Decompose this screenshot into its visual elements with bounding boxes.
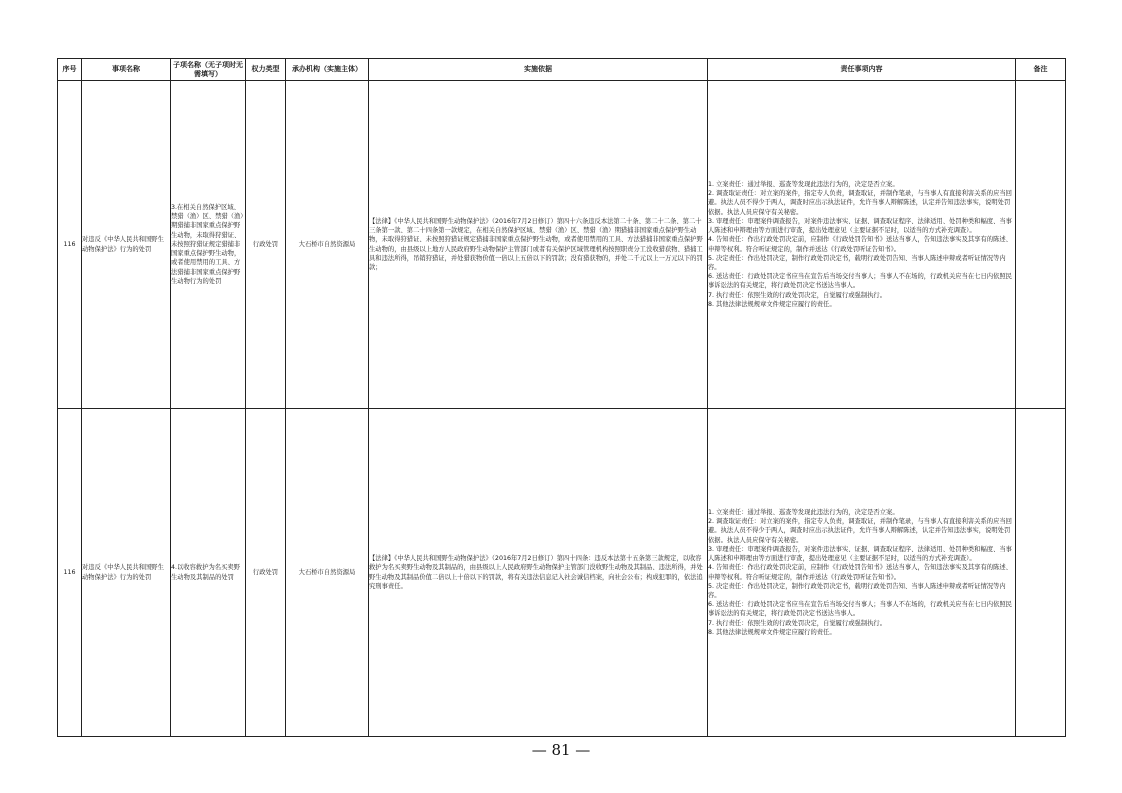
row-responsibilities [708, 81, 1016, 409]
row-item-name: 对违反《中华人民共和国野生动物保护法》行为的处罚 [82, 409, 171, 737]
responsibility-item: 4. 告知责任：作出行政处罚决定前，应制作《行政处罚告知书》送达当事人，告知违法事实及其享有的陈述、申辩等权利。符合听证规定的，制作并送达《行政处罚听证告知书》。 [708, 236, 1012, 253]
header-agency: 承办机构（实施主体） [286, 59, 369, 81]
row-number: 116 [58, 81, 82, 409]
row-number: 116 [58, 409, 82, 737]
row-sub-item: 4.以收容救护为名买卖野生动物及其制品的处罚 [171, 409, 246, 737]
header-sub-item: 子项名称（无子项时无需填写） [171, 59, 246, 81]
table-row [58, 81, 1066, 409]
row-power-type: 行政处罚 [246, 409, 286, 737]
responsibility-item: 3. 审理责任：审理案件调查报告，对案件违法事实、证据、调查取证程序、法律适用、处罚种类和幅度、当事人陈述和申辩理由等方面进行审查，提出处理意见（主要证据不足时，以适当的方式补充调查）。 [708, 217, 1012, 235]
row-remarks [1016, 409, 1066, 737]
row-agency: 大石桥市自然资源局 [286, 409, 369, 737]
row-sub-item: 3.在相关自然保护区域、禁猎（渔）区、禁猎（渔）期猎捕非国家重点保护野生动物，未取得狩猎证、未按照狩猎证规定猎捕非国家重点保护野生动物，或者使用禁用的工具、方法猎捕非国家重点保护野生动物行为的处罚 [171, 81, 246, 409]
table-row [58, 409, 1066, 737]
header-power-type: 权力类型 [246, 59, 286, 81]
row-item-name: 对违反《中华人民共和国野生动物保护法》行为的处罚 [82, 81, 171, 409]
responsibility-item: 6. 送达责任：行政处罚决定书应当在宣告后当场交付当事人；当事人不在场的，行政机关应当在七日内依照民事诉讼法的有关规定，将行政处罚决定书送达当事人。 [708, 601, 1012, 618]
power-list-table [57, 58, 1066, 737]
responsibility-item: 6. 送达责任：行政处罚决定书应当在宣告后当场交付当事人；当事人不在场的，行政机关应当在七日内依照民事诉讼法的有关规定，将行政处罚决定书送达当事人。 [708, 273, 1012, 290]
responsibility-item: 4. 告知责任：作出行政处罚决定前，应制作《行政处罚告知书》送达当事人，告知违法事实及其享有的陈述、申辩等权利。符合听证规定的，制作并送达《行政处罚听证告知书》。 [708, 564, 1012, 581]
responsibility-item: 8. 其他法律法规规章文件规定应履行的责任。 [708, 300, 836, 308]
row-responsibilities [708, 409, 1016, 737]
responsibility-item: 2. 调查取证责任：对立案的案件，指定专人负责，调查取证，并制作笔录，与当事人有直接利害关系的应当回避。执法人员不得少于两人，调查时应出示执法证件，允许当事人辩解陈述，认定并告知违法事实，说明处罚依据。执法人员应保守有关秘密。 [708, 190, 1012, 216]
row-basis: 【法律】《中华人民共和国野生动物保护法》（2016年7月2日修订）第四十六条违反本法第二十条、第二十二条、第二十三条第一款、第二十四条第一款规定，在相关自然保护区域、禁猎（渔）区、禁猎（渔）期猎捕非国家重点保护野生动物，未取得狩猎证、未按照狩猎证规定猎捕非国家重点保护野生动物，或者使用禁用的工具、方法猎捕非国家重点保护野生动物的，由县级以上地方人民政府野生动物保护主管部门或者有关保护区域管理机构按照职责分工没收猎获物、猎捕工具和违法所得，吊销狩猎证，并处猎获物价值一倍以上五倍以下的罚款；没有猎获物的，并处二千元以上一万元以下的罚款； [369, 81, 708, 409]
responsibility-item: 7. 执行责任：依照生效的行政处罚决定，自觉履行或强制执行。 [708, 619, 887, 627]
responsibility-item: 5. 决定责任：作出处罚决定，制作行政处罚决定书，载明行政处罚告知、当事人陈述申辩或者听证情况等内容。 [708, 254, 1006, 271]
header-remarks: 备注 [1016, 59, 1066, 81]
header-responsibilities: 责任事项内容 [708, 59, 1016, 81]
row-basis: 【法律】《中华人民共和国野生动物保护法》（2016年7月2日修订）第四十四条：违反本法第十五条第三款规定，以收容救护为名买卖野生动物及其制品的，由县级以上人民政府野生动物保护主管部门没收野生动物及其制品、违法所得，并处野生动物及其制品价值二倍以上十倍以下的罚款，将有关违法信息记入社会诚信档案，向社会公布；构成犯罪的，依法追究刑事责任。 [369, 409, 708, 737]
responsibility-item: 3. 审理责任：审理案件调查报告，对案件违法事实、证据、调查取证程序、法律适用、处罚种类和幅度、当事人陈述和申辩理由等方面进行审查，提出处理意见（主要证据不足时，以适当的方式补充调查）。 [708, 545, 1012, 563]
responsibility-item: 1. 立案责任：通过举报、巡查等发现此违法行为的，决定是否立案。 [708, 181, 899, 189]
responsibility-item: 1. 立案责任：通过举报、巡查等发现此违法行为的，决定是否立案。 [708, 509, 899, 517]
row-remarks [1016, 81, 1066, 409]
header-row [58, 59, 1066, 81]
page-number: — 81 — [531, 741, 591, 759]
row-power-type: 行政处罚 [246, 81, 286, 409]
header-number: 序号 [58, 59, 82, 81]
row-agency: 大石桥市自然资源局 [286, 81, 369, 409]
header-basis: 实施依据 [369, 59, 708, 81]
header-item-name: 事项名称 [82, 59, 171, 81]
responsibility-item: 8. 其他法律法规规章文件规定应履行的责任。 [708, 628, 836, 636]
responsibility-item: 2. 调查取证责任：对立案的案件，指定专人负责，调查取证，并制作笔录，与当事人有直接利害关系的应当回避。执法人员不得少于两人，调查时应出示执法证件，允许当事人辩解陈述，认定并告知违法事实，说明处罚依据。执法人员应保守有关秘密。 [708, 518, 1012, 544]
responsibility-item: 5. 决定责任：作出处罚决定，制作行政处罚决定书，载明行政处罚告知、当事人陈述申辩或者听证情况等内容。 [708, 582, 1006, 599]
responsibility-item: 7. 执行责任：依照生效的行政处罚决定，自觉履行或强制执行。 [708, 291, 887, 299]
